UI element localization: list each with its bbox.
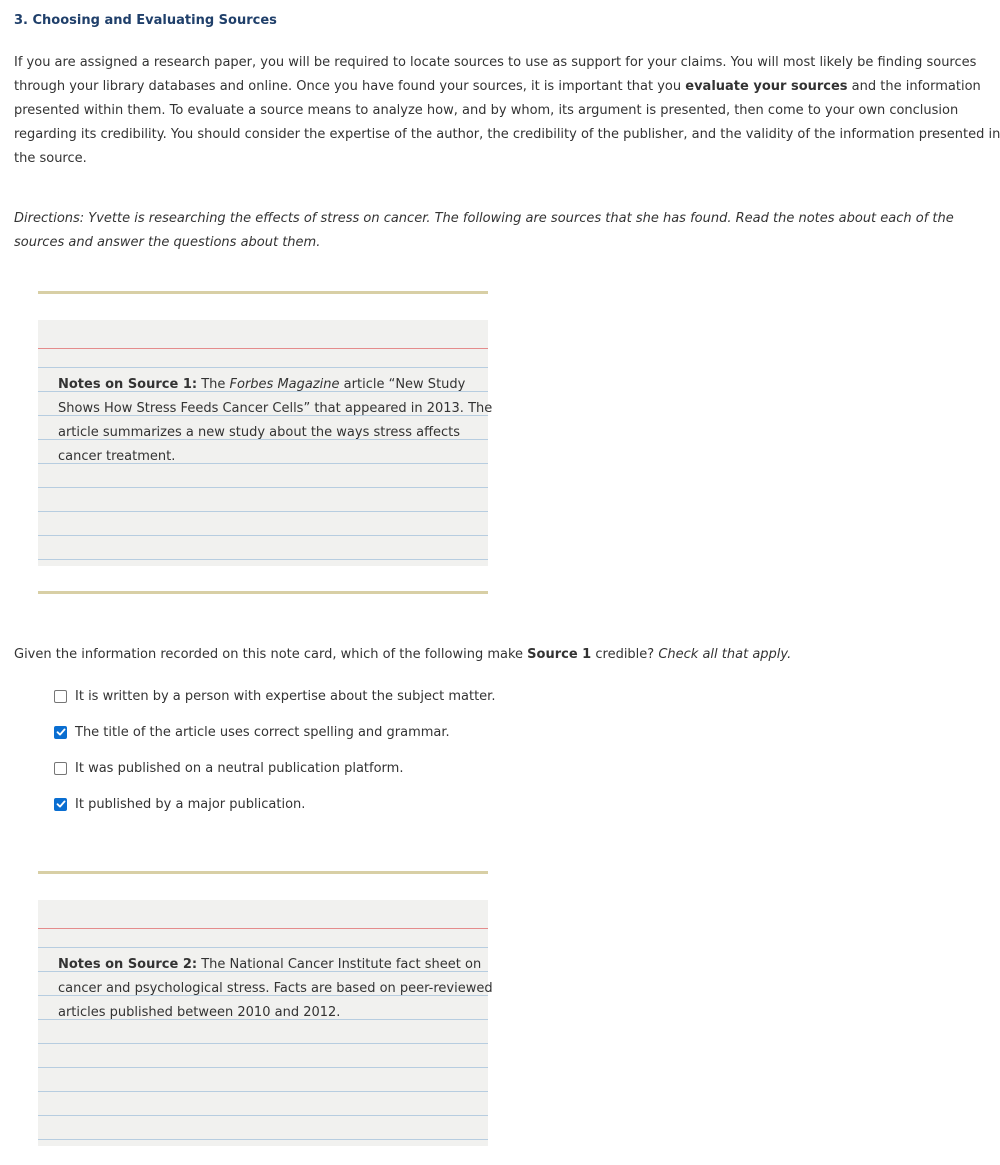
card-notes <box>58 373 492 469</box>
card-header-area <box>38 900 488 928</box>
card-margin-line <box>38 348 488 349</box>
notes-line: Notes on Source 1: The Forbes Magazine article “New Study <box>58 377 466 392</box>
card-bottom-border <box>38 591 488 594</box>
answer-option[interactable] <box>54 759 403 777</box>
intro-paragraph <box>14 51 1000 171</box>
note-card-source-1 <box>38 291 493 596</box>
question-prompt: Given the information recorded on this note card, which of the following make Source 1 credible? Check all that apply. <box>14 647 792 662</box>
publication-name: Forbes Magazine <box>229 377 340 392</box>
note-card-body <box>38 320 493 566</box>
answer-option-label: The title of the article uses correct spelling and grammar. <box>75 724 450 740</box>
intro-line: through your library databases and online. Once you have found your sources, it is important that you evaluate your sources and the information <box>14 79 981 94</box>
evaluate-sources-emphasis: evaluate your sources <box>685 79 848 94</box>
card-top-border <box>38 871 488 874</box>
note-card-body <box>38 900 493 1146</box>
directions-line: sources and answer the questions about them. <box>14 235 321 250</box>
notes-line: articles published between 2010 and 2012. <box>58 1005 341 1020</box>
notes-line: Notes on Source 2: The National Cancer Institute fact sheet on <box>58 957 482 972</box>
directions-text <box>14 207 954 255</box>
card-top-border <box>38 291 488 294</box>
answer-option[interactable] <box>54 687 495 705</box>
intro-line: regarding its credibility. You should consider the expertise of the author, the credibility of the publisher, and the validity of the information presented in <box>14 127 1000 142</box>
checkbox-unchecked[interactable] <box>54 690 67 703</box>
directions-line: Directions: Yvette is researching the effects of stress on cancer. The following are sources that she has found. Read the notes about each of the <box>14 211 954 226</box>
notes-line: cancer and psychological stress. Facts are based on peer-reviewed <box>58 981 493 996</box>
checkbox-checked[interactable] <box>54 798 67 811</box>
intro-line: presented within them. To evaluate a source means to analyze how, and by whom, its argument is presented, then come to your own conclusion <box>14 103 959 118</box>
answer-option[interactable] <box>54 795 305 813</box>
answer-option-label: It published by a major publication. <box>75 796 306 812</box>
notes-label: Notes on Source 1: <box>58 377 198 392</box>
card-notes <box>58 953 493 1025</box>
checkbox-unchecked[interactable] <box>54 762 67 775</box>
answer-option-label: It is written by a person with expertise about the subject matter. <box>75 688 496 704</box>
notes-label: Notes on Source 2: <box>58 957 198 972</box>
answer-option-label: It was published on a neutral publication platform. <box>75 760 404 776</box>
checkbox-checked[interactable] <box>54 726 67 739</box>
notes-line: article summarizes a new study about the ways stress affects <box>58 425 461 440</box>
intro-line: If you are assigned a research paper, you will be required to locate sources to use as support for your claims. You will most likely be finding sources <box>14 55 977 70</box>
card-margin-line <box>38 928 488 929</box>
notes-line: cancer treatment. <box>58 449 176 464</box>
note-card-source-2 <box>38 871 493 1165</box>
notes-line: Shows How Stress Feeds Cancer Cells” that appeared in 2013. The <box>58 401 493 416</box>
intro-line: the source. <box>14 151 87 166</box>
section-title: 3. Choosing and Evaluating Sources <box>14 13 277 28</box>
card-header-area <box>38 320 488 348</box>
answer-option[interactable] <box>54 723 450 741</box>
